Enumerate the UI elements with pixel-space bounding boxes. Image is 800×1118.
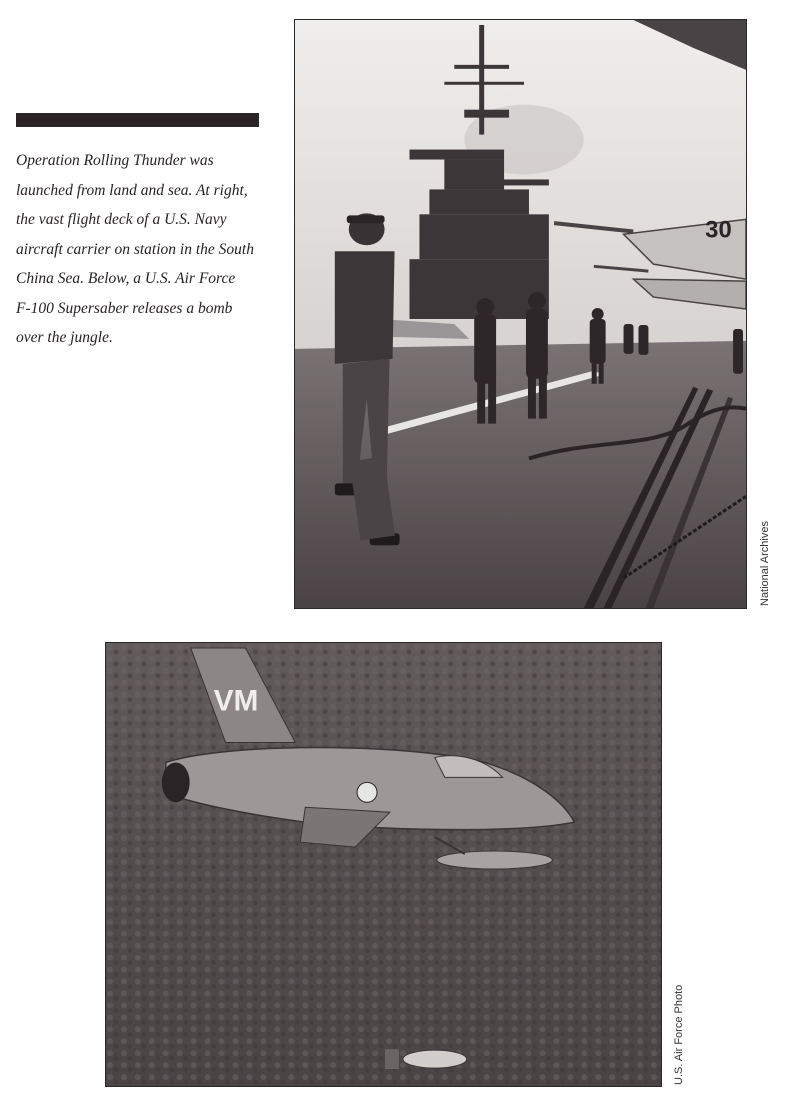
falling-bomb (385, 1049, 467, 1069)
caption-line-7: over the jungle. (16, 329, 113, 346)
photo-credit-us-air-force: U.S. Air Force Photo (673, 984, 685, 1085)
caption-line-4: aircraft carrier on station in the South (16, 240, 254, 258)
jungle-texture (106, 643, 661, 1086)
caption-line-5: China Sea. Below, a U.S. Air Force (16, 270, 236, 287)
caption-line-2: launched from land and sea. At right, (16, 181, 248, 199)
caption-line-3: the vast flight deck of a U.S. Navy (16, 211, 227, 228)
tail-code-marking: VM (213, 684, 259, 718)
photo-caption (16, 146, 278, 353)
carrier-photo-illustration (295, 20, 746, 608)
caption-line-1: Operation Rolling Thunder was (16, 152, 214, 169)
jet-bombing-photo (105, 642, 662, 1087)
carrier-flight-deck-photo (294, 19, 747, 609)
photo-credit-national-archives: National Archives (759, 521, 771, 606)
section-rule-bar (16, 113, 259, 127)
jet-photo-illustration (106, 643, 661, 1086)
caption-line-6: F-100 Supersaber releases a bomb (16, 299, 233, 317)
aircraft-number-marking: 30 (705, 216, 732, 244)
